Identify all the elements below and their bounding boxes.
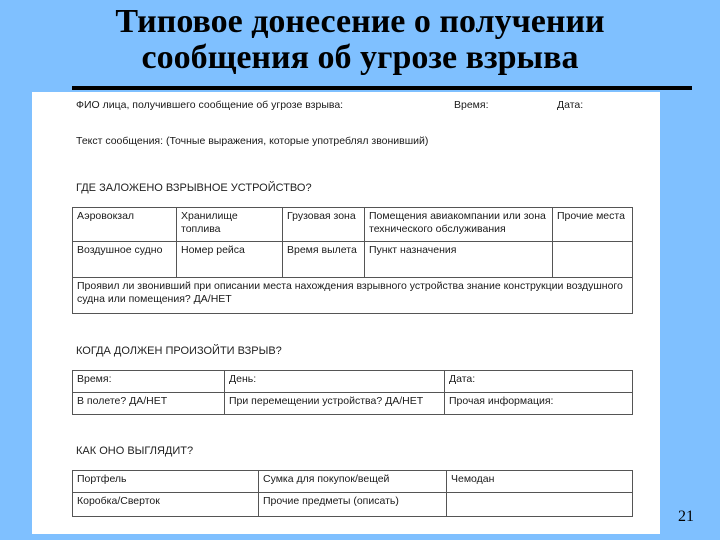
where-empty-cell xyxy=(553,242,633,278)
where-heading: ГДЕ ЗАЛОЖЕНО ВЗРЫВНОЕ УСТРОЙСТВО? xyxy=(76,182,312,194)
page-number: 21 xyxy=(678,508,694,525)
where-flight-number-cell: Номер рейса xyxy=(177,242,283,278)
when-other-info-cell: Прочая информация: xyxy=(445,393,633,415)
slide-title-line2: сообщения об угрозе взрыва xyxy=(141,39,579,76)
where-cargo-zone-cell: Грузовая зона xyxy=(283,208,365,242)
where-knowledge-question: Проявил ли звонивший при описании места нахождения взрывного устройства знание конструкции воздушного судна или помещения? ДА/НЕТ xyxy=(73,278,633,314)
date-label: Дата: xyxy=(557,99,584,111)
when-day-cell: День: xyxy=(225,371,445,393)
table-row xyxy=(73,242,633,278)
message-text-label: Текст сообщения: (Точные выражения, которые употреблял звонивший) xyxy=(76,135,429,147)
when-time-cell: Время: xyxy=(73,371,225,393)
table-row xyxy=(73,208,633,242)
look-other-items-cell: Прочие предметы (описать) xyxy=(259,493,447,517)
look-box-cell: Коробка/Сверток xyxy=(73,493,259,517)
table-row xyxy=(73,278,633,314)
look-table xyxy=(72,470,633,517)
look-suitcase-cell: Чемодан xyxy=(447,471,633,493)
when-table xyxy=(72,370,633,415)
where-terminal-cell: Аэровокзал xyxy=(73,208,177,242)
when-in-flight-cell: В полете? ДА/НЕТ xyxy=(73,393,225,415)
where-destination-cell: Пункт назначения xyxy=(365,242,553,278)
title-divider xyxy=(72,86,692,90)
where-airline-premises-cell: Помещения авиакомпании или зона технического обслуживания xyxy=(365,208,553,242)
when-heading: КОГДА ДОЛЖЕН ПРОИЗОЙТИ ВЗРЫВ? xyxy=(76,345,282,357)
table-row xyxy=(73,393,633,415)
slide-title-line1: Типовое донесение о получении xyxy=(115,3,605,40)
where-aircraft-cell: Воздушное судно xyxy=(73,242,177,278)
report-form xyxy=(32,92,660,534)
table-row xyxy=(73,471,633,493)
when-date-cell: Дата: xyxy=(445,371,633,393)
when-on-move-cell: При перемещении устройства? ДА/НЕТ xyxy=(225,393,445,415)
table-row xyxy=(73,493,633,517)
where-other-places-cell: Прочие места xyxy=(553,208,633,242)
where-table xyxy=(72,207,633,314)
look-briefcase-cell: Портфель xyxy=(73,471,259,493)
where-departure-time-cell: Время вылета xyxy=(283,242,365,278)
fio-label: ФИО лица, получившего сообщение об угрозе взрыва: xyxy=(76,99,344,111)
table-row xyxy=(73,371,633,393)
look-shopping-bag-cell: Сумка для покупок/вещей xyxy=(259,471,447,493)
look-heading: КАК ОНО ВЫГЛЯДИТ? xyxy=(76,445,194,457)
time-label: Время: xyxy=(454,99,489,111)
look-empty-cell xyxy=(447,493,633,517)
where-fuel-storage-cell: Хранилище топлива xyxy=(177,208,283,242)
slide-title xyxy=(0,4,720,76)
